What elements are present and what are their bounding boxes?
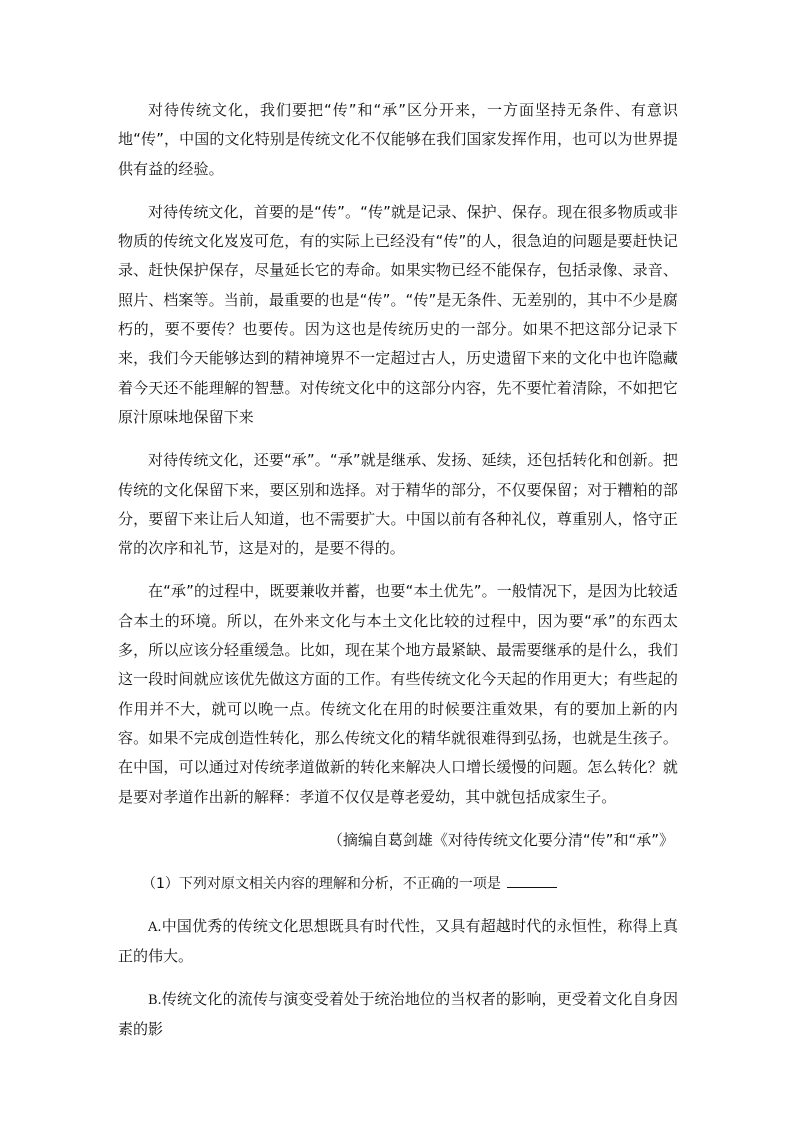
option-b-letter: B. bbox=[148, 992, 162, 1008]
option-a-text: 中国优秀的传统文化思想既具有时代性，又具有超越时代的永恒性，称得上真正的伟大。 bbox=[118, 916, 678, 965]
article-paragraph-3: 对待传统文化，还要“承”。“承”就是继承、发扬、延续，还包括转化和创新。把传统的文化保留下来，要区别和选择。对于精华的部分，不仅要保留；对于糟粕的部分，要留下来让后人知道，也不需要扩大。中国以前有各种礼仪，尊重别人，恪守正常的次序和礼节，这是对的，是要不得的。 bbox=[118, 451, 678, 558]
article-source-citation: （摘编自葛剑雄《对待传统文化要分清“传”和“承”》 bbox=[327, 830, 674, 849]
option-b-text: 传统文化的流传与演变受着处于统治地位的当权者的影响，更受着文化自身因素的影 bbox=[118, 989, 678, 1038]
question-stem: （1）下列对原文相关内容的理解和分析，不正确的一项是 bbox=[142, 875, 501, 892]
answer-blank[interactable] bbox=[507, 871, 557, 888]
article-paragraph-2: 对待传统文化，首要的是“传”。“传”就是记录、保护、保存。现在很多物质或非物质的传统文化岌岌可危，有的实际上已经没有“传”的人，很急迫的问题是要赶快记录、赶快保护保存，尽量延长它的寿命。如果实物已经不能保存，包括录像、录音、照片、档案等。当前，最重要的也是“传”。“传”是无条件、无差别的，其中不少是腐朽的，要不要传？也要传。因为这也是传统历史的一部分。如果不把这部分记录下来，我们今天能够达到的精神境界不一定超过古人，历史遗留下来的文化中也许隐藏着今天还不能理解的智慧。对传统文化中的这部分内容，先不要忙着清除，不如把它原汁原味地保留下来 bbox=[118, 202, 678, 426]
article-paragraph-1: 对待传统文化，我们要把“传”和“承”区分开来，一方面坚持无条件、有意识地“传”，中国的文化特别是传统文化不仅能够在我们国家发挥作用，也可以为世界提供有益的经验。 bbox=[118, 101, 678, 178]
question-stem-row bbox=[118, 870, 678, 898]
document-content bbox=[118, 96, 678, 1044]
article-paragraph-4: 在“承”的过程中，既要兼收并蓄，也要“本土优先”。一般情况下，是因为比较适合本土的环境。所以，在外来文化与本土文化比较的过程中，因为要“承”的东西太多，所以应该分轻重缓急。比如，现在某个地方最紧缺、最需要继承的是什么，我们这一段时间就应该优先做这方面的工作。有些传统文化今天起的作用更大；有些起的作用并不大，就可以晚一点。传统文化在用的时候要注重效果，有的要加上新的内容。如果不完成创造性转化，那么传统文化的精华就很难得到弘扬，也就是生孩子。在中国，可以通过对传统孝道做新的转化来解决人口增长缓慢的问题。怎么转化？就是要对孝道作出新的解释：孝道不仅仅是尊老爱幼，其中就包括成家生子。 bbox=[118, 582, 678, 806]
option-a bbox=[118, 912, 678, 971]
option-a-letter: A. bbox=[148, 919, 162, 935]
option-b bbox=[118, 985, 678, 1044]
